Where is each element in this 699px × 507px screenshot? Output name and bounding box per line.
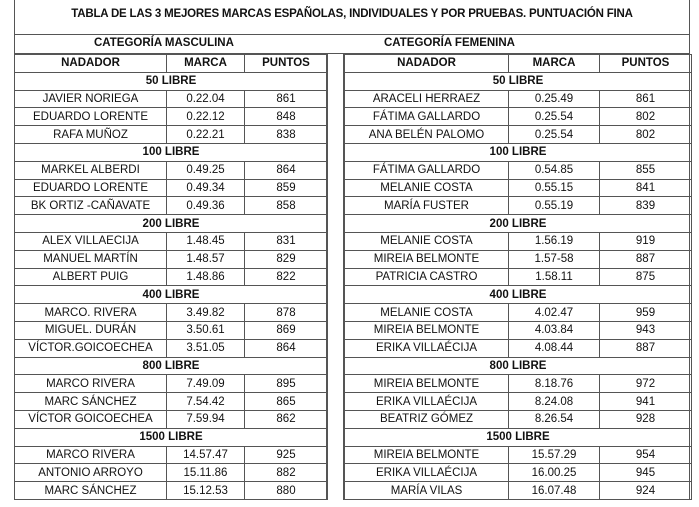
time-mark: 0.25.54 <box>509 126 600 144</box>
points: 858 <box>245 197 328 215</box>
points: 924 <box>600 482 692 500</box>
swimmer-name: FÁTIMA GALLARDO <box>345 108 509 126</box>
swimmer-name: MARCO RIVERA <box>15 446 167 464</box>
column-header-marca: MARCA <box>509 55 600 73</box>
points: 829 <box>245 250 328 268</box>
time-mark: 8.24.08 <box>509 393 600 411</box>
swimmer-name: MARCO. RIVERA <box>15 304 167 322</box>
time-mark: 1.56.19 <box>509 232 600 250</box>
time-mark: 4.02.47 <box>509 304 600 322</box>
table-row <box>345 464 692 482</box>
event-row <box>15 143 328 161</box>
table-row <box>345 90 692 108</box>
swimmer-name: BEATRIZ GÓMEZ <box>345 410 509 428</box>
swimmer-name: BK ORTIZ -CAÑAVATE <box>15 197 167 215</box>
points: 861 <box>245 90 328 108</box>
points: 925 <box>245 446 328 464</box>
event-row <box>15 215 328 233</box>
table-row <box>15 161 328 179</box>
points: 945 <box>600 464 692 482</box>
points: 895 <box>245 375 328 393</box>
time-mark: 0.55.19 <box>509 197 600 215</box>
time-mark: 1.48.57 <box>167 250 245 268</box>
event-name: 1500 LIBRE <box>345 428 692 446</box>
table-row <box>15 464 328 482</box>
event-name: 100 LIBRE <box>345 143 692 161</box>
event-row <box>345 286 692 304</box>
swimmer-name: ANTONIO ARROYO <box>15 464 167 482</box>
swimmer-name: MELANIE COSTA <box>345 304 509 322</box>
document-title: TABLA DE LAS 3 MEJORES MARCAS ESPAÑOLAS, INDIVIDUALES Y POR PRUEBAS. PUNTUACIÓN FINA <box>14 0 690 35</box>
time-mark: 16.00.25 <box>509 464 600 482</box>
swimmer-name: MIGUEL. DURÁN <box>15 321 167 339</box>
event-name: 800 LIBRE <box>15 357 328 375</box>
swimmer-name: ERIKA VILLAÉCIJA <box>345 464 509 482</box>
points: 887 <box>600 250 692 268</box>
event-name: 50 LIBRE <box>345 72 692 90</box>
time-mark: 1.48.86 <box>167 268 245 286</box>
swimmer-name: MIREIA BELMONTE <box>345 250 509 268</box>
points: 928 <box>600 410 692 428</box>
event-name: 200 LIBRE <box>345 215 692 233</box>
table-row <box>345 339 692 357</box>
points: 859 <box>245 179 328 197</box>
time-mark: 7.49.09 <box>167 375 245 393</box>
event-row <box>345 357 692 375</box>
swimmer-name: MARCO RIVERA <box>15 375 167 393</box>
table-row <box>345 179 692 197</box>
points: 865 <box>245 393 328 411</box>
male-results-table <box>14 54 328 500</box>
time-mark: 3.51.05 <box>167 339 245 357</box>
header-row <box>15 55 328 73</box>
time-mark: 4.03.84 <box>509 321 600 339</box>
points: 887 <box>600 339 692 357</box>
points: 880 <box>245 482 328 500</box>
event-row <box>15 72 328 90</box>
swimmer-name: RAFA MUÑOZ <box>15 126 167 144</box>
time-mark: 0.22.04 <box>167 90 245 108</box>
swimmer-name: MARC SÁNCHEZ <box>15 393 167 411</box>
swimmer-name: JAVIER NORIEGA <box>15 90 167 108</box>
swimmer-name: ALBERT PUIG <box>15 268 167 286</box>
points: 855 <box>600 161 692 179</box>
time-mark: 7.59.94 <box>167 410 245 428</box>
points: 941 <box>600 393 692 411</box>
female-category-label: CATEGORÍA FEMENINA <box>384 37 515 49</box>
time-mark: 0.25.54 <box>509 108 600 126</box>
time-mark: 1.57-58 <box>509 250 600 268</box>
column-header-nadador: NADADOR <box>15 55 167 73</box>
table-spacer <box>326 54 344 500</box>
time-mark: 4.08.44 <box>509 339 600 357</box>
points: 878 <box>245 304 328 322</box>
table-row <box>15 179 328 197</box>
time-mark: 0.25.49 <box>509 90 600 108</box>
time-mark: 0.22.21 <box>167 126 245 144</box>
table-row <box>15 339 328 357</box>
category-row <box>14 35 690 54</box>
time-mark: 15.12.53 <box>167 482 245 500</box>
time-mark: 0.49.25 <box>167 161 245 179</box>
event-name: 400 LIBRE <box>15 286 328 304</box>
table-row <box>15 126 328 144</box>
event-name: 1500 LIBRE <box>15 428 328 446</box>
swimmer-name: ERIKA VILLAÉCIJA <box>345 393 509 411</box>
points: 848 <box>245 108 328 126</box>
swimmer-name: EDUARDO LORENTE <box>15 108 167 126</box>
column-header-puntos: PUNTOS <box>600 55 692 73</box>
points: 959 <box>600 304 692 322</box>
event-name: 100 LIBRE <box>15 143 328 161</box>
table-row <box>345 197 692 215</box>
table-row <box>15 393 328 411</box>
time-mark: 8.26.54 <box>509 410 600 428</box>
swimmer-name: MANUEL MARTÍN <box>15 250 167 268</box>
column-header-puntos: PUNTOS <box>245 55 328 73</box>
time-mark: 0.49.34 <box>167 179 245 197</box>
table-row <box>15 321 328 339</box>
time-mark: 7.54.42 <box>167 393 245 411</box>
event-name: 200 LIBRE <box>15 215 328 233</box>
points: 862 <box>245 410 328 428</box>
time-mark: 1.48.45 <box>167 232 245 250</box>
table-row <box>15 446 328 464</box>
swimmer-name: ALEX VILLAECIJA <box>15 232 167 250</box>
table-row <box>15 232 328 250</box>
swimmer-name: MARC SÁNCHEZ <box>15 482 167 500</box>
swimmer-name: MIREIA BELMONTE <box>345 446 509 464</box>
swimmer-name: EDUARDO LORENTE <box>15 179 167 197</box>
swimmer-name: FÁTIMA GALLARDO <box>345 161 509 179</box>
table-row <box>345 375 692 393</box>
table-row <box>15 482 328 500</box>
table-row <box>345 161 692 179</box>
swimmer-name: MARÍA VILAS <box>345 482 509 500</box>
table-row <box>15 250 328 268</box>
column-header-nadador: NADADOR <box>345 55 509 73</box>
table-row <box>15 108 328 126</box>
time-mark: 0.55.15 <box>509 179 600 197</box>
table-row <box>345 126 692 144</box>
event-name: 400 LIBRE <box>345 286 692 304</box>
time-mark: 3.50.61 <box>167 321 245 339</box>
time-mark: 3.49.82 <box>167 304 245 322</box>
table-row <box>15 304 328 322</box>
table-row <box>15 90 328 108</box>
time-mark: 0.22.12 <box>167 108 245 126</box>
header-row <box>345 55 692 73</box>
event-row <box>345 428 692 446</box>
time-mark: 16.07.48 <box>509 482 600 500</box>
event-row <box>15 428 328 446</box>
event-row <box>15 286 328 304</box>
time-mark: 14.57.47 <box>167 446 245 464</box>
points: 954 <box>600 446 692 464</box>
column-header-marca: MARCA <box>167 55 245 73</box>
event-row <box>345 72 692 90</box>
female-results-table <box>344 54 692 500</box>
points: 919 <box>600 232 692 250</box>
event-name: 50 LIBRE <box>15 72 328 90</box>
table-row <box>15 410 328 428</box>
event-row <box>345 215 692 233</box>
table-row <box>15 268 328 286</box>
points: 802 <box>600 108 692 126</box>
table-row <box>345 304 692 322</box>
table-row <box>345 250 692 268</box>
points: 839 <box>600 197 692 215</box>
table-row <box>15 375 328 393</box>
event-row <box>345 143 692 161</box>
table-row <box>345 321 692 339</box>
time-mark: 0.54.85 <box>509 161 600 179</box>
swimmer-name: PATRICIA CASTRO <box>345 268 509 286</box>
swimmer-name: VÍCTOR GOICOECHEA <box>15 410 167 428</box>
points: 861 <box>600 90 692 108</box>
swimmer-name: MELANIE COSTA <box>345 232 509 250</box>
points: 831 <box>245 232 328 250</box>
swimmer-name: MIREIA BELMONTE <box>345 375 509 393</box>
points: 822 <box>245 268 328 286</box>
points: 864 <box>245 161 328 179</box>
swimmer-name: ARACELI HERRAEZ <box>345 90 509 108</box>
swimmer-name: MELANIE COSTA <box>345 179 509 197</box>
table-row <box>345 268 692 286</box>
time-mark: 15.57.29 <box>509 446 600 464</box>
event-name: 800 LIBRE <box>345 357 692 375</box>
time-mark: 15.11.86 <box>167 464 245 482</box>
table-row <box>345 232 692 250</box>
points: 841 <box>600 179 692 197</box>
time-mark: 0.49.36 <box>167 197 245 215</box>
swimmer-name: MARKEL ALBERDI <box>15 161 167 179</box>
table-row <box>345 108 692 126</box>
table-row <box>15 197 328 215</box>
points: 972 <box>600 375 692 393</box>
swimmer-name: ERIKA VILLAÉCIJA <box>345 339 509 357</box>
male-category-label: CATEGORÍA MASCULINA <box>94 37 234 49</box>
swimmer-name: VÍCTOR.GOICOECHEA <box>15 339 167 357</box>
points: 875 <box>600 268 692 286</box>
points: 802 <box>600 126 692 144</box>
swimmer-name: ANA BELÉN PALOMO <box>345 126 509 144</box>
time-mark: 1.58.11 <box>509 268 600 286</box>
table-row <box>345 482 692 500</box>
table-row <box>345 446 692 464</box>
table-row <box>345 410 692 428</box>
event-row <box>15 357 328 375</box>
time-mark: 8.18.76 <box>509 375 600 393</box>
points: 869 <box>245 321 328 339</box>
points: 882 <box>245 464 328 482</box>
swimmer-name: MIREIA BELMONTE <box>345 321 509 339</box>
swimmer-name: MARÍA FUSTER <box>345 197 509 215</box>
points: 864 <box>245 339 328 357</box>
points: 943 <box>600 321 692 339</box>
points: 838 <box>245 126 328 144</box>
table-row <box>345 393 692 411</box>
